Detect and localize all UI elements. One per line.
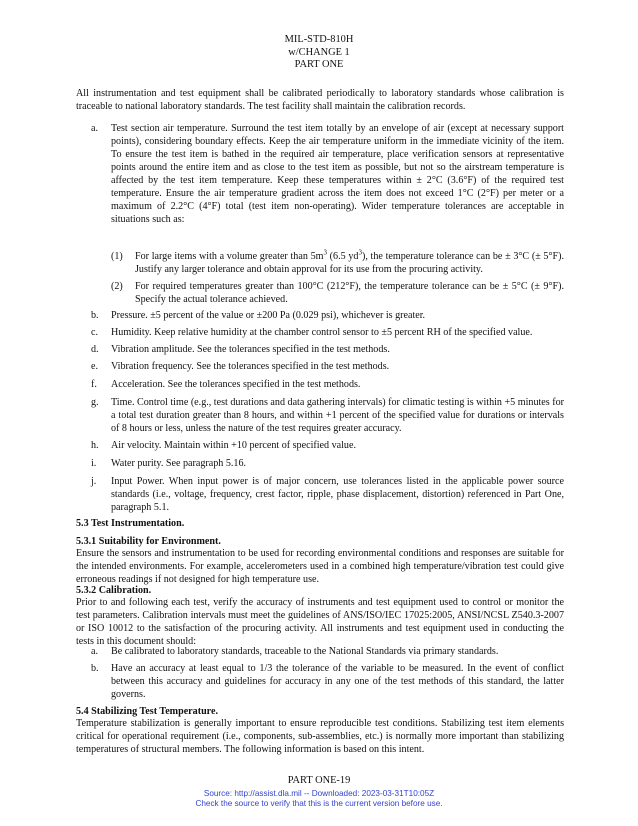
list-text: Vibration frequency. See the tolerances specified in the test methods. [111, 361, 390, 372]
page-header [0, 34, 638, 72]
calibration-item-a [91, 645, 564, 658]
list-marker: e. [91, 361, 99, 372]
list-item-i [91, 457, 564, 470]
list-marker: d. [91, 344, 99, 355]
list-marker: f. [91, 379, 97, 390]
list-item-c [91, 326, 564, 339]
list-item-g [91, 396, 564, 435]
section-heading-5-3: 5.3 Test Instrumentation. [76, 518, 185, 529]
list-text: Input Power. When input power is of major concern, use tolerances listed in the applicable power source standards (i.e., voltage, frequency, crest factor, ripple, phase displacement, distortion) referenced in Part One, paragraph 5.1. [111, 476, 564, 513]
list-text: Water purity. See paragraph 5.16. [111, 458, 247, 469]
section-text-5-3-2: Prior to and following each test, verify the accuracy of instruments and test equipment used to control or monitor the test parameters. Calibration intervals must meet the guidelines of ANS/ISO/IEC 17025:2005, ANSI/NCSL Z540.3-2007 or ISO 10012 to the satisfaction of the procuring activity. All instruments and test equipment used in conducting the tests in this document should: [76, 597, 564, 647]
verify-line: Check the source to verify that this is the current version before use. [195, 799, 443, 808]
header-part: PART ONE [294, 59, 344, 71]
list-item-j [91, 475, 564, 514]
section-text-5-3-1: Ensure the sensors and instrumentation to be used for recording environmental conditions and responses are suitable for the intended environments. For example, accelerometers used in a combined high temperature/vibration test could give erroneous readings if not designed for high temperature use. [76, 548, 564, 585]
list-item-a [91, 122, 564, 226]
list-text: Acceleration. See the tolerances specified in the test methods. [111, 379, 361, 390]
list-marker: h. [91, 440, 99, 451]
intro-paragraph: All instrumentation and test equipment shall be calibrated periodically to laboratory standards whose calibration is traceable to national laboratory standards. The test facility shall maintain the calibration records. [76, 88, 564, 112]
list-text: Be calibrated to laboratory standards, traceable to the National Standards via primary standards. [111, 646, 499, 657]
list-item-d [91, 343, 564, 356]
list-marker: a. [91, 646, 99, 657]
header-change: w/CHANGE 1 [288, 46, 350, 58]
list-text: Air velocity. Maintain within +10 percent of specified value. [111, 440, 356, 451]
sub-marker: (2) [111, 281, 123, 292]
list-text: Pressure. ±5 percent of the value or ±200 Pa (0.029 psi), whichever is greater. [111, 310, 426, 321]
sub-text: For large items with a volume greater than $5m^3$ (6.5 $yd^3$), the temperature tolerance can be ± 3°C (± 5°F). Justify any larger tolerance and obtain approval for its use from the procuring activity. [135, 248, 565, 275]
source-notice [0, 789, 638, 809]
section-heading-5-3-1: 5.3.1 Suitability for Environment. [76, 536, 221, 547]
sub-item-1 [111, 250, 564, 276]
sub-text: For required temperatures greater than 100°C (212°F), the temperature tolerance can be ± 5°C (± 9°F). Specify the actual tolerance achieved. [135, 281, 564, 305]
page-number: PART ONE-19 [287, 775, 351, 786]
list-marker: c. [91, 327, 99, 338]
list-text: Test section air temperature. Surround the test item totally by an envelope of air (except at necessary support points), considering boundary effects. Keep the air temperature uniform in the immediate vicinity of the item. To ensure the test item is bathed in the required air temperature, place verification sensors at representative points around the entire item and as close to the test item as possible, but not so the airstream temperature is affected by the test item temperature. Keep these temperatures within ± 2°C (3.6°F) of the required test temperature. Ensure the air temperature gradient across the item does not exceed 1°C (2°F) per meter or a maximum of 2.2°C (4°F) total (test item non-operating). Wider temperature tolerances are acceptable in situations such as: [111, 123, 564, 225]
list-text: Humidity. Keep relative humidity at the chamber control sensor to ±5 percent RH of the specified value. [111, 327, 533, 338]
section-heading-5-4: 5.4 Stabilizing Test Temperature. [76, 706, 218, 717]
section-text-5-4: Temperature stabilization is generally important to ensure reproducible test conditions. Stabilizing test item elements critical for operational requirement (i.e., components, sub-assemblies, etc.) is normally more important than stabilizing temperatures of structural members. The following information is based on this intent. [76, 718, 564, 755]
section-heading-5-3-2: 5.3.2 Calibration. [76, 585, 152, 596]
source-line: Source: http://assist.dla.mil -- Downloaded: 2023-03-31T10:05Z [203, 789, 435, 798]
header-standard: MIL-STD-810H [284, 34, 354, 45]
list-item-h [91, 439, 564, 452]
list-marker: b. [91, 663, 99, 674]
list-text: Have an accuracy at least equal to 1/3 the tolerance of the variable to be measured. In the event of conflict between this accuracy and guidelines for accuracy in any one of the test methods of this standard, the latter governs. [111, 663, 564, 700]
list-item-b [91, 309, 564, 322]
list-marker: a. [91, 123, 99, 134]
list-text: Time. Control time (e.g., test durations and data gathering intervals) for climatic testing is within +5 minutes for a total test duration greater than 8 hours, and within +1 percent of the specified value for durations or intervals of 8 hours or less, unless the nature of the test requires greater accuracy. [111, 397, 565, 434]
list-marker: j. [91, 476, 97, 487]
calibration-item-b [91, 662, 564, 701]
sub-item-2 [111, 280, 564, 306]
list-marker: i. [91, 458, 97, 469]
list-item-e [91, 360, 564, 373]
sub-marker: (1) [111, 251, 123, 262]
list-item-f [91, 378, 564, 391]
list-text: Vibration amplitude. See the tolerances specified in the test methods. [111, 344, 390, 355]
list-marker: g. [91, 397, 99, 408]
list-marker: b. [91, 310, 99, 321]
